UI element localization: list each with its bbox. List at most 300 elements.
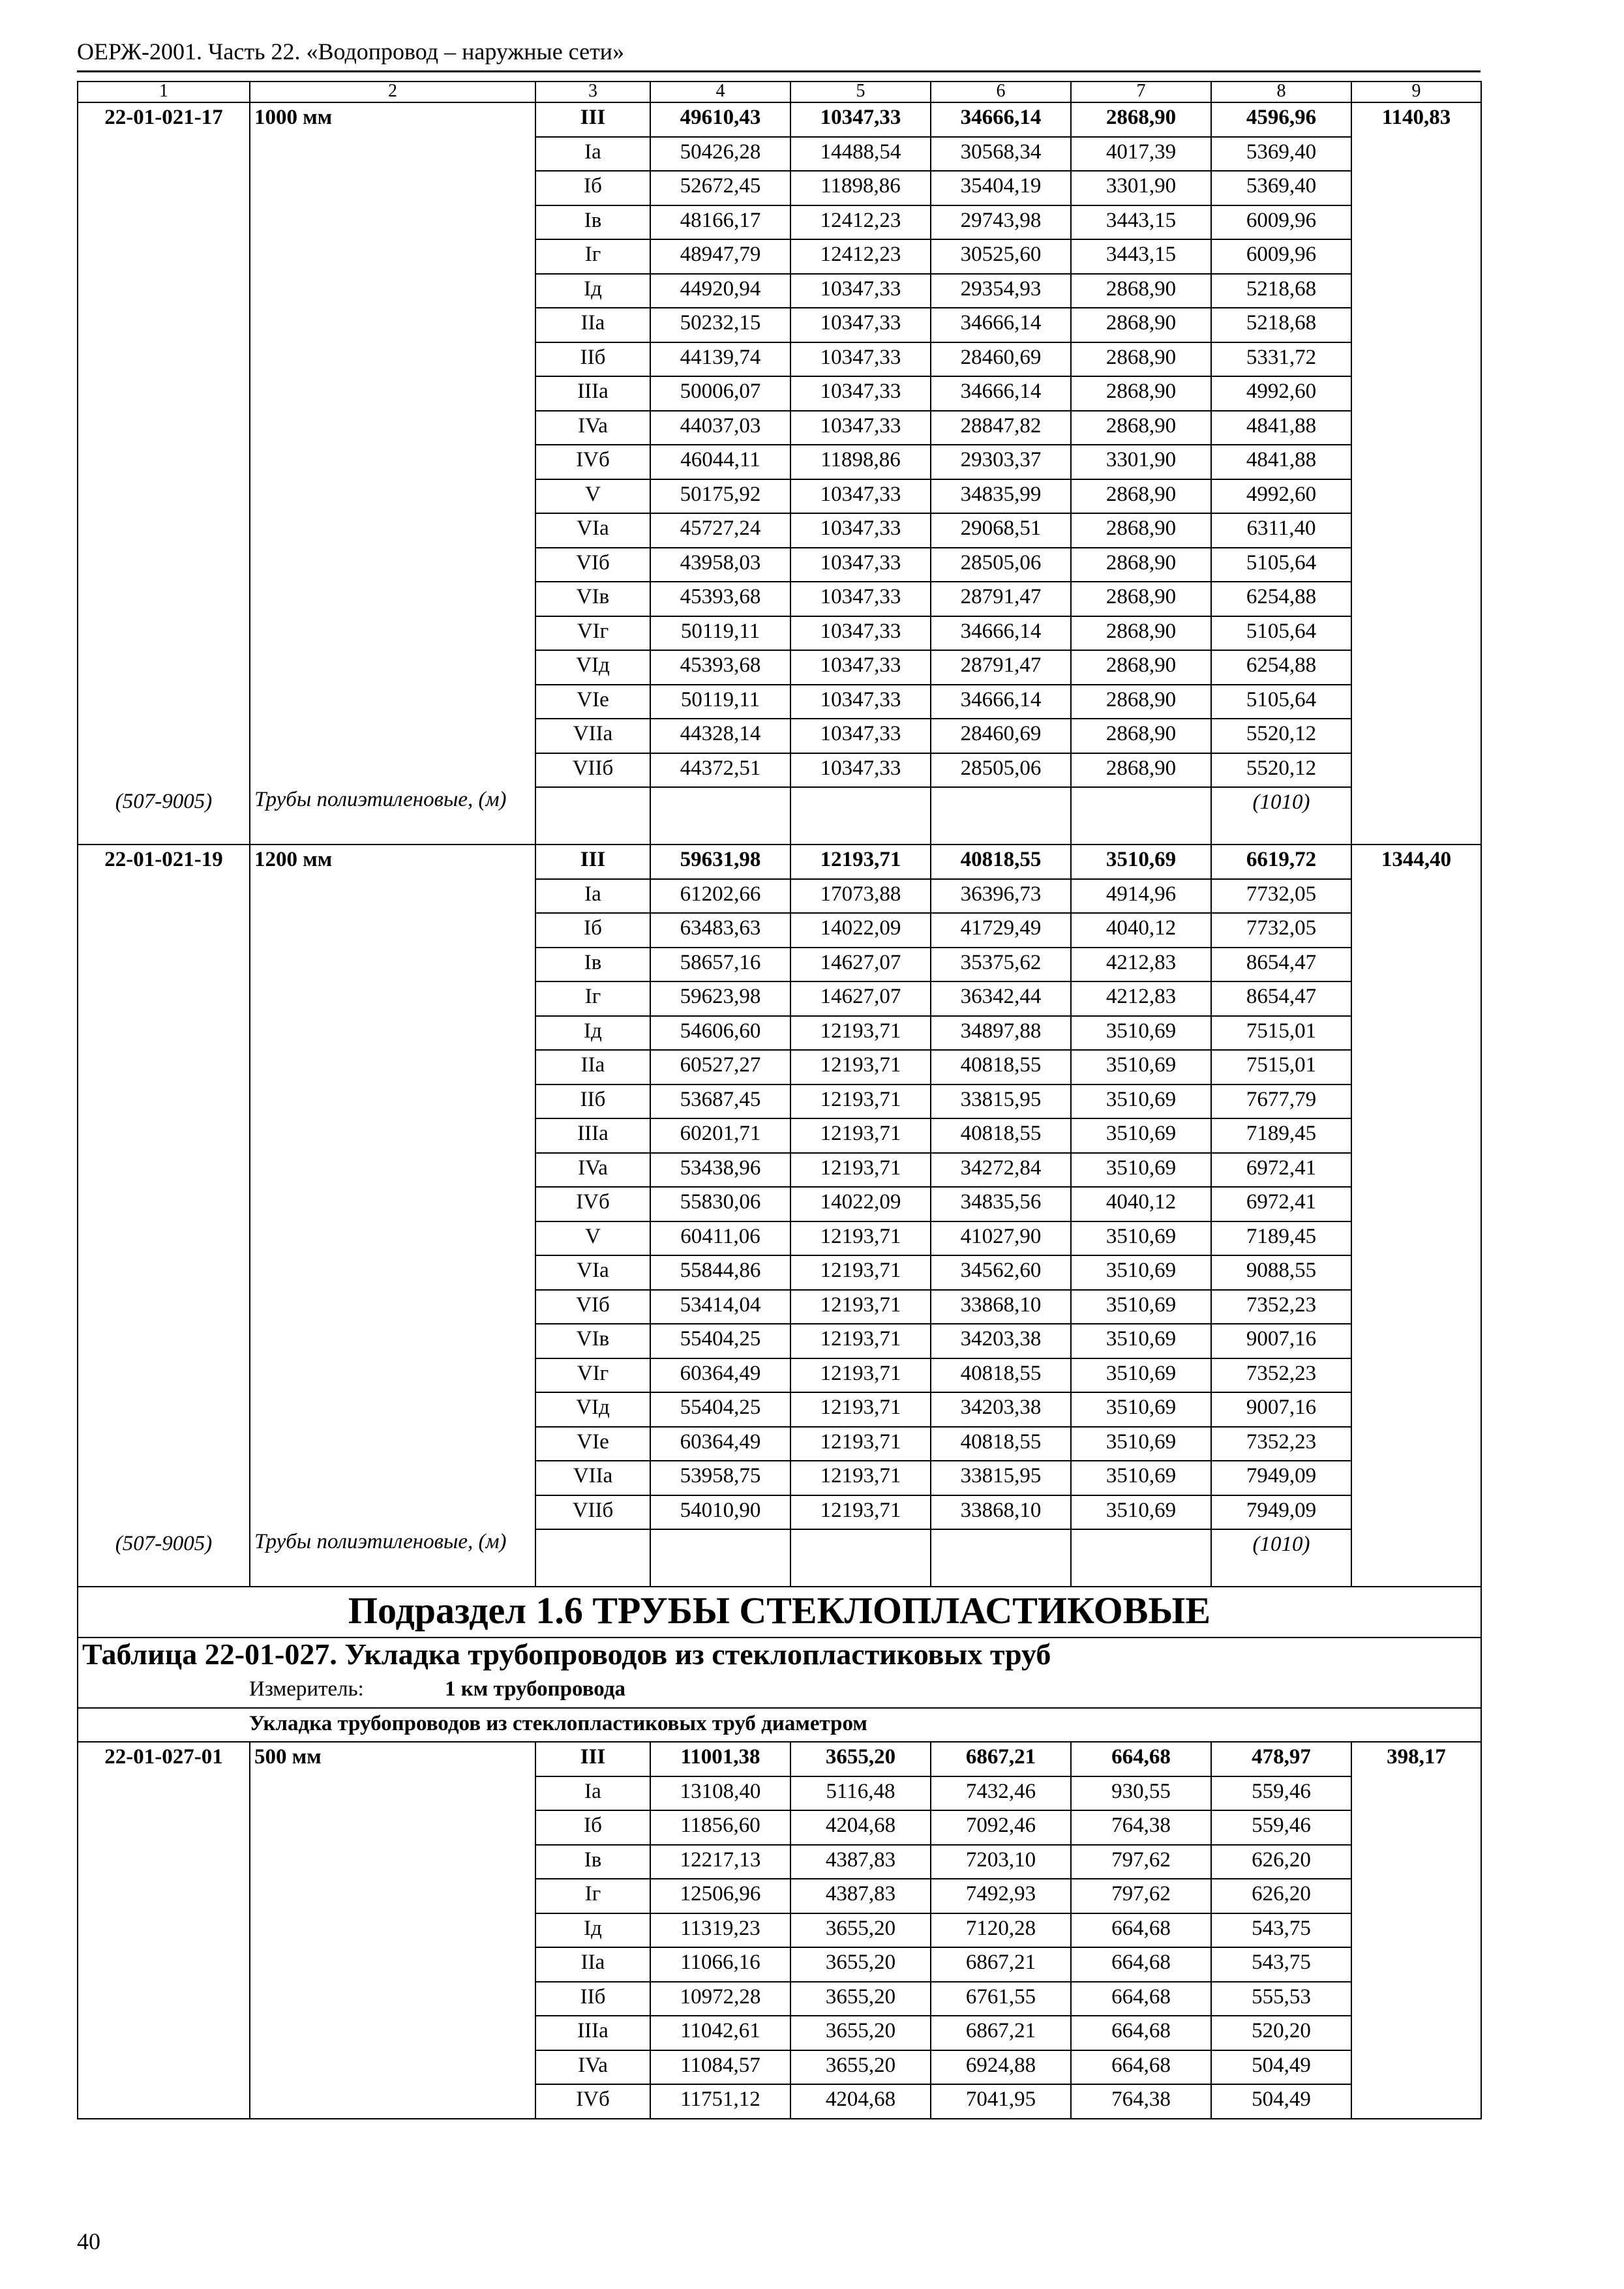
rate-value: 3443,15 bbox=[1071, 205, 1211, 240]
rate-value: 664,68 bbox=[1071, 1742, 1211, 1776]
rate-value: 60411,06 bbox=[650, 1221, 790, 1256]
rate-row bbox=[78, 1495, 1481, 1530]
rates-table-body bbox=[78, 82, 1481, 2119]
rate-value: 8654,47 bbox=[1211, 948, 1351, 982]
rate-value: 520,20 bbox=[1211, 2016, 1351, 2050]
rate-code bbox=[78, 1187, 250, 1221]
rate-value: 3510,69 bbox=[1071, 1495, 1211, 1530]
rate-value: 50426,28 bbox=[650, 137, 790, 172]
rate-total bbox=[1351, 1085, 1481, 1119]
rate-value: 14022,09 bbox=[790, 1187, 931, 1221]
rate-row bbox=[78, 1118, 1481, 1153]
rate-value: 5116,48 bbox=[790, 1776, 931, 1811]
rate-total bbox=[1351, 1845, 1481, 1879]
rate-row bbox=[78, 616, 1481, 651]
zone-label: Iг bbox=[535, 981, 650, 1016]
rate-value: 12193,71 bbox=[790, 1495, 931, 1530]
rate-total bbox=[1351, 1947, 1481, 1982]
rate-row bbox=[78, 2050, 1481, 2085]
rate-total bbox=[1351, 274, 1481, 308]
rate-value: 626,20 bbox=[1211, 1845, 1351, 1879]
rate-code bbox=[78, 879, 250, 914]
rate-description bbox=[250, 205, 535, 240]
zone-label: IVa bbox=[535, 1153, 650, 1188]
rate-value: 6311,40 bbox=[1211, 513, 1351, 548]
rate-value: 5218,68 bbox=[1211, 308, 1351, 342]
rate-value: 44139,74 bbox=[650, 342, 790, 377]
rate-code bbox=[78, 981, 250, 1016]
zone-label: Ia bbox=[535, 137, 650, 172]
rate-value: 34203,38 bbox=[931, 1324, 1071, 1358]
column-number: 8 bbox=[1211, 82, 1351, 102]
rate-row bbox=[78, 239, 1481, 274]
rate-value: 11042,61 bbox=[650, 2016, 790, 2050]
rate-total bbox=[1351, 1153, 1481, 1188]
rate-value: 5520,12 bbox=[1211, 719, 1351, 753]
rate-description bbox=[250, 1324, 535, 1358]
rate-value: 35404,19 bbox=[931, 171, 1071, 205]
rate-row bbox=[78, 1845, 1481, 1879]
rate-description bbox=[250, 1153, 535, 1188]
rate-value: 40818,55 bbox=[931, 1427, 1071, 1461]
rate-code bbox=[78, 913, 250, 948]
rate-row bbox=[78, 2084, 1481, 2119]
rate-value: 12193,71 bbox=[790, 1358, 931, 1393]
rate-value: 30525,60 bbox=[931, 239, 1071, 274]
rate-value: 14627,07 bbox=[790, 981, 931, 1016]
rate-value: 7515,01 bbox=[1211, 1016, 1351, 1051]
meter-label: Измеритель: bbox=[249, 1677, 364, 1701]
rate-code bbox=[78, 1085, 250, 1119]
rate-total bbox=[1351, 1810, 1481, 1845]
rate-value: 6972,41 bbox=[1211, 1153, 1351, 1188]
rate-value: 3301,90 bbox=[1071, 171, 1211, 205]
rate-value: 5105,64 bbox=[1211, 616, 1351, 651]
rate-value: 28505,06 bbox=[931, 753, 1071, 788]
rate-code bbox=[78, 1221, 250, 1256]
zone-label: IVa bbox=[535, 411, 650, 445]
rate-value: 4387,83 bbox=[790, 1845, 931, 1879]
rate-total bbox=[1351, 879, 1481, 914]
zone-label: IIIa bbox=[535, 1118, 650, 1153]
rate-value: 29743,98 bbox=[931, 205, 1071, 240]
rate-row bbox=[78, 650, 1481, 685]
rate-value: 10347,33 bbox=[790, 513, 931, 548]
rate-total bbox=[1351, 1324, 1481, 1358]
rate-code bbox=[78, 239, 250, 274]
rate-value: 7949,09 bbox=[1211, 1495, 1351, 1530]
rate-row bbox=[78, 845, 1481, 879]
zone-label: VIг bbox=[535, 1358, 650, 1393]
rate-total bbox=[1351, 376, 1481, 411]
rate-value: 45393,68 bbox=[650, 582, 790, 616]
rate-code bbox=[78, 1913, 250, 1948]
rate-description bbox=[250, 548, 535, 582]
rate-value: 10347,33 bbox=[790, 616, 931, 651]
rate-code bbox=[78, 2084, 250, 2119]
rate-value: 48947,79 bbox=[650, 239, 790, 274]
zone-label: IVб bbox=[535, 445, 650, 479]
rate-value: 34666,14 bbox=[931, 685, 1071, 719]
rate-code bbox=[78, 137, 250, 172]
rate-value: 12193,71 bbox=[790, 1427, 931, 1461]
rate-value: 54606,60 bbox=[650, 1016, 790, 1051]
zone-label: VIIб bbox=[535, 1495, 650, 1530]
rate-code bbox=[78, 582, 250, 616]
zone-label: Iг bbox=[535, 239, 650, 274]
rate-value: 664,68 bbox=[1071, 1947, 1211, 1982]
rate-value: 28791,47 bbox=[931, 650, 1071, 685]
rate-description bbox=[250, 1810, 535, 1845]
rate-description bbox=[250, 582, 535, 616]
rate-value: 35375,62 bbox=[931, 948, 1071, 982]
rate-code bbox=[78, 948, 250, 982]
rate-value: 6009,96 bbox=[1211, 239, 1351, 274]
rate-value: 33815,95 bbox=[931, 1085, 1071, 1119]
rate-code bbox=[78, 1153, 250, 1188]
rate-value: 10347,33 bbox=[790, 753, 931, 788]
rate-value: 6924,88 bbox=[931, 2050, 1071, 2085]
rate-value: 5369,40 bbox=[1211, 171, 1351, 205]
rate-total bbox=[1351, 1290, 1481, 1324]
empty-cell bbox=[1351, 787, 1481, 845]
rate-value: 6009,96 bbox=[1211, 205, 1351, 240]
rate-value: 34562,60 bbox=[931, 1255, 1071, 1290]
rate-value: 12193,71 bbox=[790, 1255, 931, 1290]
rate-total bbox=[1351, 1016, 1481, 1051]
rate-value: 7677,79 bbox=[1211, 1085, 1351, 1119]
rate-row bbox=[78, 1255, 1481, 1290]
rate-value: 4841,88 bbox=[1211, 411, 1351, 445]
meter-row bbox=[78, 1675, 1481, 1708]
rate-total bbox=[1351, 616, 1481, 651]
rate-row bbox=[78, 1810, 1481, 1845]
rate-value: 28505,06 bbox=[931, 548, 1071, 582]
resource-name: Трубы полиэтиленовые, (м) bbox=[250, 787, 535, 845]
zone-label: VIIa bbox=[535, 719, 650, 753]
rate-total bbox=[1351, 445, 1481, 479]
rate-value: 12193,71 bbox=[790, 1290, 931, 1324]
rate-value: 3510,69 bbox=[1071, 1085, 1211, 1119]
rate-value: 504,49 bbox=[1211, 2050, 1351, 2085]
rate-description bbox=[250, 513, 535, 548]
rate-code bbox=[78, 650, 250, 685]
rate-total bbox=[1351, 513, 1481, 548]
rate-value: 664,68 bbox=[1071, 2016, 1211, 2050]
empty-cell bbox=[1071, 1529, 1211, 1587]
group-heading-row bbox=[78, 1708, 1481, 1742]
rate-value: 12193,71 bbox=[790, 1085, 931, 1119]
rate-description bbox=[250, 1118, 535, 1153]
rate-value: 53687,45 bbox=[650, 1085, 790, 1119]
rate-value: 7041,95 bbox=[931, 2084, 1071, 2119]
rate-total bbox=[1351, 1050, 1481, 1085]
rate-row bbox=[78, 1879, 1481, 1913]
zone-label: Iд bbox=[535, 274, 650, 308]
rate-description: 500 мм bbox=[250, 1742, 535, 1776]
rate-value: 4841,88 bbox=[1211, 445, 1351, 479]
rate-total bbox=[1351, 1913, 1481, 1948]
rate-value: 5369,40 bbox=[1211, 137, 1351, 172]
rate-row bbox=[78, 513, 1481, 548]
rate-value: 5105,64 bbox=[1211, 548, 1351, 582]
rate-value: 2868,90 bbox=[1071, 376, 1211, 411]
rate-code bbox=[78, 513, 250, 548]
rate-value: 46044,11 bbox=[650, 445, 790, 479]
empty-cell bbox=[1071, 787, 1211, 845]
page-number: 40 bbox=[77, 2228, 100, 2254]
rate-total bbox=[1351, 1776, 1481, 1811]
rate-description bbox=[250, 445, 535, 479]
rate-code bbox=[78, 1947, 250, 1982]
rate-description bbox=[250, 137, 535, 172]
rate-value: 9007,16 bbox=[1211, 1324, 1351, 1358]
rate-value: 34666,14 bbox=[931, 102, 1071, 137]
rate-value: 14022,09 bbox=[790, 913, 931, 948]
rate-total bbox=[1351, 1358, 1481, 1393]
rate-value: 6867,21 bbox=[931, 2016, 1071, 2050]
subsection-title: Подраздел 1.6 ТРУБЫ СТЕКЛОПЛАСТИКОВЫЕ bbox=[78, 1587, 1481, 1638]
rate-total bbox=[1351, 913, 1481, 948]
zone-label: Ia bbox=[535, 879, 650, 914]
rate-value: 3510,69 bbox=[1071, 1118, 1211, 1153]
rate-total bbox=[1351, 479, 1481, 514]
zone-label: IVб bbox=[535, 2084, 650, 2119]
rate-value: 10972,28 bbox=[650, 1982, 790, 2016]
rate-value: 7732,05 bbox=[1211, 913, 1351, 948]
rate-row bbox=[78, 981, 1481, 1016]
rate-value: 55844,86 bbox=[650, 1255, 790, 1290]
rate-value: 2868,90 bbox=[1071, 616, 1211, 651]
rate-description bbox=[250, 1016, 535, 1051]
rate-total bbox=[1351, 548, 1481, 582]
resource-quantity: (1010) bbox=[1211, 1529, 1351, 1587]
rate-description bbox=[250, 376, 535, 411]
rate-value: 55404,25 bbox=[650, 1392, 790, 1427]
rate-value: 49610,43 bbox=[650, 102, 790, 137]
rate-value: 40818,55 bbox=[931, 845, 1071, 879]
rate-total bbox=[1351, 1879, 1481, 1913]
rate-row bbox=[78, 1290, 1481, 1324]
rate-description bbox=[250, 753, 535, 788]
rate-row bbox=[78, 1461, 1481, 1495]
rate-value: 12193,71 bbox=[790, 1050, 931, 1085]
rate-value: 36396,73 bbox=[931, 879, 1071, 914]
rate-value: 4040,12 bbox=[1071, 1187, 1211, 1221]
rate-code bbox=[78, 274, 250, 308]
zone-label: VIa bbox=[535, 1255, 650, 1290]
zone-label: VIe bbox=[535, 685, 650, 719]
rate-value: 12193,71 bbox=[790, 1153, 931, 1188]
rate-total bbox=[1351, 137, 1481, 172]
rate-description bbox=[250, 650, 535, 685]
rate-code bbox=[78, 308, 250, 342]
rate-value: 9088,55 bbox=[1211, 1255, 1351, 1290]
rate-code: 22-01-027-01 bbox=[78, 1742, 250, 1776]
rate-value: 3510,69 bbox=[1071, 1358, 1211, 1393]
rate-value: 3510,69 bbox=[1071, 845, 1211, 879]
rate-total bbox=[1351, 342, 1481, 377]
rate-value: 11856,60 bbox=[650, 1810, 790, 1845]
rate-row bbox=[78, 1050, 1481, 1085]
rate-total bbox=[1351, 650, 1481, 685]
rate-value: 29354,93 bbox=[931, 274, 1071, 308]
rate-row bbox=[78, 879, 1481, 914]
rate-code bbox=[78, 2050, 250, 2085]
rate-code bbox=[78, 548, 250, 582]
rate-value: 3655,20 bbox=[790, 2050, 931, 2085]
rate-total bbox=[1351, 1118, 1481, 1153]
rate-code bbox=[78, 1495, 250, 1530]
rate-code bbox=[78, 1290, 250, 1324]
rate-value: 3510,69 bbox=[1071, 1324, 1211, 1358]
rate-value: 6619,72 bbox=[1211, 845, 1351, 879]
rate-total bbox=[1351, 2050, 1481, 2085]
column-number: 9 bbox=[1351, 82, 1481, 102]
zone-label: Ia bbox=[535, 1776, 650, 1811]
rate-description bbox=[250, 1947, 535, 1982]
rate-total bbox=[1351, 948, 1481, 982]
rate-description bbox=[250, 719, 535, 753]
rate-code bbox=[78, 2016, 250, 2050]
rate-value: 2868,90 bbox=[1071, 342, 1211, 377]
rate-description bbox=[250, 879, 535, 914]
rate-description bbox=[250, 342, 535, 377]
rate-value: 2868,90 bbox=[1071, 308, 1211, 342]
rate-code bbox=[78, 1879, 250, 1913]
rate-value: 41729,49 bbox=[931, 913, 1071, 948]
rate-value: 34666,14 bbox=[931, 308, 1071, 342]
rate-code bbox=[78, 753, 250, 788]
rate-value: 55404,25 bbox=[650, 1324, 790, 1358]
rate-value: 4017,39 bbox=[1071, 137, 1211, 172]
rate-value: 44920,94 bbox=[650, 274, 790, 308]
rate-code bbox=[78, 445, 250, 479]
rate-value: 60201,71 bbox=[650, 1118, 790, 1153]
rate-value: 555,53 bbox=[1211, 1982, 1351, 2016]
zone-label: V bbox=[535, 1221, 650, 1256]
rate-total bbox=[1351, 239, 1481, 274]
empty-cell bbox=[650, 787, 790, 845]
rate-code bbox=[78, 1845, 250, 1879]
rate-value: 40818,55 bbox=[931, 1358, 1071, 1393]
zone-label: Iв bbox=[535, 205, 650, 240]
rate-value: 45727,24 bbox=[650, 513, 790, 548]
rate-code bbox=[78, 1776, 250, 1811]
rate-description bbox=[250, 1290, 535, 1324]
rate-value: 12193,71 bbox=[790, 1221, 931, 1256]
rate-value: 6972,41 bbox=[1211, 1187, 1351, 1221]
rate-code bbox=[78, 1050, 250, 1085]
rate-value: 50232,15 bbox=[650, 308, 790, 342]
rate-description bbox=[250, 1085, 535, 1119]
rate-value: 7189,45 bbox=[1211, 1118, 1351, 1153]
rate-value: 10347,33 bbox=[790, 274, 931, 308]
rate-total bbox=[1351, 582, 1481, 616]
rate-description bbox=[250, 274, 535, 308]
rate-row bbox=[78, 445, 1481, 479]
rate-code bbox=[78, 342, 250, 377]
rate-value: 7120,28 bbox=[931, 1913, 1071, 1948]
resource-code: (507-9005) bbox=[78, 1529, 250, 1587]
rate-code bbox=[78, 479, 250, 514]
rate-value: 13108,40 bbox=[650, 1776, 790, 1811]
rate-description bbox=[250, 981, 535, 1016]
rate-value: 28460,69 bbox=[931, 342, 1071, 377]
rate-description bbox=[250, 685, 535, 719]
resource-quantity: (1010) bbox=[1211, 787, 1351, 845]
zone-label: III bbox=[535, 845, 650, 879]
rate-value: 7092,46 bbox=[931, 1810, 1071, 1845]
rate-value: 7732,05 bbox=[1211, 879, 1351, 914]
rate-description bbox=[250, 411, 535, 445]
rate-value: 7515,01 bbox=[1211, 1050, 1351, 1085]
rate-description bbox=[250, 1913, 535, 1948]
rate-value: 2868,90 bbox=[1071, 719, 1211, 753]
rate-value: 44372,51 bbox=[650, 753, 790, 788]
rate-code bbox=[78, 685, 250, 719]
rate-description bbox=[250, 1255, 535, 1290]
rate-code: 22-01-021-17 bbox=[78, 102, 250, 137]
rate-value: 53414,04 bbox=[650, 1290, 790, 1324]
zone-label: III bbox=[535, 1742, 650, 1776]
rate-value: 10347,33 bbox=[790, 308, 931, 342]
rate-total bbox=[1351, 171, 1481, 205]
rate-description bbox=[250, 1187, 535, 1221]
rate-description bbox=[250, 1392, 535, 1427]
rate-row bbox=[78, 719, 1481, 753]
rate-value: 33868,10 bbox=[931, 1495, 1071, 1530]
rate-description bbox=[250, 2016, 535, 2050]
rate-value: 3510,69 bbox=[1071, 1290, 1211, 1324]
rate-value: 3510,69 bbox=[1071, 1221, 1211, 1256]
column-number: 5 bbox=[790, 82, 931, 102]
zone-label: Iб bbox=[535, 913, 650, 948]
rate-value: 4040,12 bbox=[1071, 913, 1211, 948]
rate-value: 10347,33 bbox=[790, 685, 931, 719]
rate-value: 3510,69 bbox=[1071, 1255, 1211, 1290]
rate-code bbox=[78, 411, 250, 445]
rate-value: 2868,90 bbox=[1071, 102, 1211, 137]
rate-value: 61202,66 bbox=[650, 879, 790, 914]
rate-total bbox=[1351, 1495, 1481, 1530]
meter-cell bbox=[78, 1675, 1481, 1708]
zone-label: VIд bbox=[535, 1392, 650, 1427]
rate-value: 3443,15 bbox=[1071, 239, 1211, 274]
zone-label: Iв bbox=[535, 948, 650, 982]
rate-value: 34666,14 bbox=[931, 376, 1071, 411]
rate-value: 12412,23 bbox=[790, 239, 931, 274]
empty-cell bbox=[790, 787, 931, 845]
rate-value: 11319,23 bbox=[650, 1913, 790, 1948]
empty-cell bbox=[790, 1529, 931, 1587]
rate-value: 50006,07 bbox=[650, 376, 790, 411]
rate-value: 12217,13 bbox=[650, 1845, 790, 1879]
column-number: 3 bbox=[535, 82, 650, 102]
rate-total bbox=[1351, 2084, 1481, 2119]
rate-row bbox=[78, 102, 1481, 137]
rate-description bbox=[250, 2084, 535, 2119]
rate-code bbox=[78, 376, 250, 411]
rate-total: 1140,83 bbox=[1351, 102, 1481, 137]
rate-row bbox=[78, 1016, 1481, 1051]
subsection-row bbox=[78, 1587, 1481, 1638]
rate-value: 7352,23 bbox=[1211, 1290, 1351, 1324]
rate-value: 2868,90 bbox=[1071, 513, 1211, 548]
resource-name: Трубы полиэтиленовые, (м) bbox=[250, 1529, 535, 1587]
rate-value: 3655,20 bbox=[790, 1947, 931, 1982]
rate-total bbox=[1351, 1982, 1481, 2016]
